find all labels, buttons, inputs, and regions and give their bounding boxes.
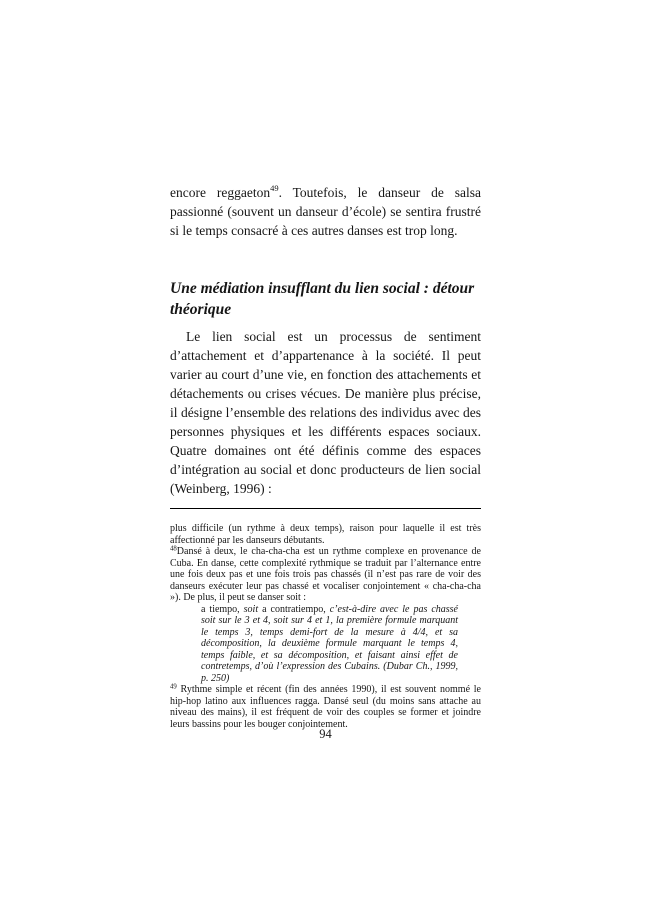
main-text-block <box>170 183 481 498</box>
footnote-continuation: plus difficile (un rythme à deux temps), raison pour laquelle il est très affectionné par les danseurs débutants. <box>170 523 481 546</box>
paragraph-text: encore reggaeton <box>170 185 271 200</box>
page-number: 94 <box>319 727 332 741</box>
quote-text-italic: soit <box>239 603 263 615</box>
footnote-marker-49: 49 <box>170 683 177 691</box>
body-paragraph-continuation <box>170 183 481 240</box>
footnote-reference-49: 49 <box>270 183 279 193</box>
footnote-marker-48: 48 <box>170 545 177 553</box>
quote-text-italic: c’est-à-dire avec le pas chassé soit sur le 3 et 4, soit sur 4 et 1, la première formule marquant le temps 3, temps demi-fort de la mesure à 4/4, et sa décomposition, la deuxième formule marquant le temps 4, temps faible, et sa décomposition, et faisant ainsi effet de contretemps, d’où l’expression des Cubains. (Dubar Ch., 1999, p. 250) <box>201 603 458 684</box>
paragraph-text: . Toutefois, le danseur de salsa passionné (souvent un danseur d’école) se sentira frustré si le temps consacré à ces autres danses est trop long. <box>170 185 481 238</box>
section-heading: Une médiation insufflant du lien social : détour théorique <box>170 280 475 318</box>
footnotes-section <box>170 523 481 730</box>
footnote-text: Dansé à deux, le cha-cha-cha est un rythme complexe en provenance de Cuba. En danse, cette complexité rythmique se traduit par l’alternance entre une fois deux pas et une fois trois pas chassés (il n’est pas rare de voir des danseurs exécuter leur pas chassé et vocaliser conjointement « cha-cha-cha »). De plus, il peut se danser soit : <box>170 546 481 603</box>
footnote-separator-rule <box>170 508 481 509</box>
footnote-49 <box>170 684 481 730</box>
body-paragraph: Le lien social est un processus de sentiment d’attachement et d’appartenance à la société. Il peut varier au court d’une vie, en fonction des attachements et détachements ou crises vécues. De manière plus précise, il désigne l’ensemble des relations des individus avec des personnes physiques et les différents espaces sociaux. Quatre domaines ont été définis comme des espaces d’intégration au social et donc producteurs de lien social (Weinberg, 1996) : <box>170 329 481 496</box>
quote-text-roman: a contratiempo, <box>262 603 326 615</box>
footnote-48 <box>170 546 481 604</box>
quote-text-roman: a tiempo, <box>201 603 240 615</box>
footnote-text: Rythme simple et récent (fin des années 1990), il est souvent nommé le hip-hop latino aux influences ragga. Dansé seul (du moins sans attache au niveau des mains), il est fréquent de voir des couples se former et joindre leurs bassins pour les bouger conjointement. <box>170 684 481 730</box>
footnote-48-quote <box>201 604 458 685</box>
